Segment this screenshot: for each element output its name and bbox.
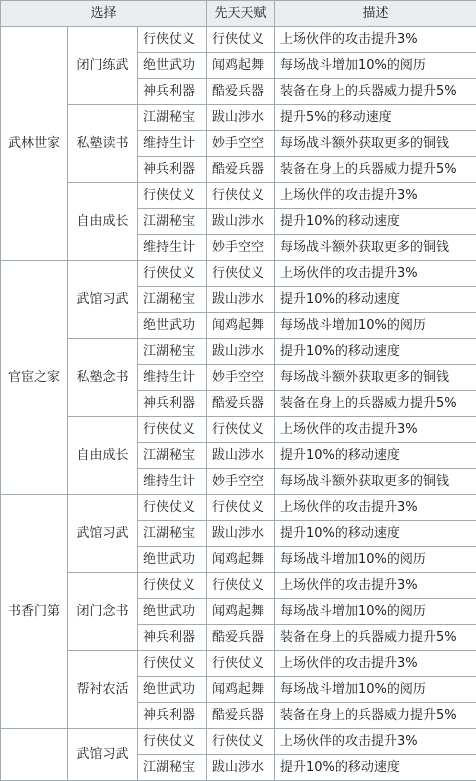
talent-cell: 妙手空空 [207,469,275,495]
option-cell: 江湖秘宝 [138,755,207,781]
option-cell: 行侠仗义 [138,651,207,677]
option-cell: 江湖秘宝 [138,287,207,313]
branch-cell: 私塾念书 [68,339,138,417]
table-row [1,27,476,53]
talent-cell: 妙手空空 [207,365,275,391]
option-cell: 绝世武功 [138,677,207,703]
desc-cell: 上场伙伴的攻击提升3% [275,417,476,443]
table-header-row [1,1,476,27]
option-cell: 行侠仗义 [138,417,207,443]
talent-cell: 闻鸡起舞 [207,313,275,339]
desc-cell: 每场战斗增加10%的阅历 [275,53,476,79]
desc-cell: 上场伙伴的攻击提升3% [275,261,476,287]
option-cell: 行侠仗义 [138,729,207,755]
branch-cell: 武馆习武 [68,261,138,339]
option-cell: 维持生计 [138,131,207,157]
desc-cell: 上场伙伴的攻击提升3% [275,495,476,521]
option-cell: 江湖秘宝 [138,443,207,469]
talent-cell: 酷爱兵器 [207,157,275,183]
table-body [1,27,476,781]
option-cell: 神兵利器 [138,157,207,183]
talent-cell: 酷爱兵器 [207,79,275,105]
talent-cell: 行侠仗义 [207,495,275,521]
desc-cell: 提升5%的移动速度 [275,105,476,131]
desc-cell: 上场伙伴的攻击提升3% [275,729,476,755]
branch-cell: 武馆习武 [68,729,138,781]
option-cell: 绝世武功 [138,53,207,79]
header-talent: 先天天赋 [207,1,275,27]
talent-cell: 行侠仗义 [207,27,275,53]
talent-cell: 跋山涉水 [207,755,275,781]
table-row [1,417,476,443]
header-desc: 描述 [275,1,476,27]
desc-cell: 提升10%的移动速度 [275,287,476,313]
talent-cell: 行侠仗义 [207,261,275,287]
talent-cell: 行侠仗义 [207,729,275,755]
option-cell: 神兵利器 [138,79,207,105]
table-row [1,105,476,131]
desc-cell: 每场战斗增加10%的阅历 [275,547,476,573]
table-row [1,495,476,521]
family-cell: 武林世家 [1,27,68,261]
talent-cell: 行侠仗义 [207,573,275,599]
talent-cell: 闻鸡起舞 [207,53,275,79]
desc-cell: 提升10%的移动速度 [275,443,476,469]
talent-cell: 酷爱兵器 [207,391,275,417]
desc-cell: 上场伙伴的攻击提升3% [275,27,476,53]
talent-cell: 行侠仗义 [207,651,275,677]
desc-cell: 每场战斗额外获取更多的铜钱 [275,365,476,391]
option-cell: 江湖秘宝 [138,209,207,235]
desc-cell: 每场战斗额外获取更多的铜钱 [275,235,476,261]
option-cell: 神兵利器 [138,391,207,417]
option-cell: 维持生计 [138,235,207,261]
option-cell: 绝世武功 [138,547,207,573]
option-cell: 神兵利器 [138,703,207,729]
header-choose: 选择 [1,1,207,27]
branch-cell: 武馆习武 [68,495,138,573]
desc-cell: 每场战斗增加10%的阅历 [275,313,476,339]
option-cell: 维持生计 [138,365,207,391]
branch-cell: 闭门念书 [68,573,138,651]
talent-cell: 跋山涉水 [207,287,275,313]
desc-cell: 提升10%的移动速度 [275,339,476,365]
family-cell: 书香门第 [1,495,68,729]
option-cell: 绝世武功 [138,599,207,625]
talent-cell: 跋山涉水 [207,209,275,235]
table-row [1,573,476,599]
desc-cell: 提升10%的移动速度 [275,755,476,781]
option-cell: 江湖秘宝 [138,521,207,547]
talent-cell: 闻鸡起舞 [207,599,275,625]
talent-cell: 闻鸡起舞 [207,677,275,703]
table-row [1,729,476,755]
family-cell [1,729,68,781]
desc-cell: 装备在身上的兵器威力提升5% [275,703,476,729]
desc-cell: 提升10%的移动速度 [275,209,476,235]
talent-cell: 跋山涉水 [207,339,275,365]
option-cell: 行侠仗义 [138,183,207,209]
option-cell: 神兵利器 [138,625,207,651]
branch-cell: 自由成长 [68,183,138,261]
table-row [1,261,476,287]
desc-cell: 上场伙伴的攻击提升3% [275,573,476,599]
branch-cell: 私塾读书 [68,105,138,183]
talent-cell: 跋山涉水 [207,443,275,469]
table-row [1,651,476,677]
desc-cell: 上场伙伴的攻击提升3% [275,183,476,209]
desc-cell: 每场战斗额外获取更多的铜钱 [275,131,476,157]
option-cell: 行侠仗义 [138,27,207,53]
option-cell: 行侠仗义 [138,261,207,287]
desc-cell: 装备在身上的兵器威力提升5% [275,391,476,417]
talent-cell: 妙手空空 [207,131,275,157]
talent-cell: 跋山涉水 [207,521,275,547]
talent-cell: 酷爱兵器 [207,703,275,729]
option-cell: 江湖秘宝 [138,339,207,365]
desc-cell: 装备在身上的兵器威力提升5% [275,79,476,105]
desc-cell: 提升10%的移动速度 [275,521,476,547]
talent-cell: 行侠仗义 [207,183,275,209]
desc-cell: 每场战斗额外获取更多的铜钱 [275,469,476,495]
option-cell: 江湖秘宝 [138,105,207,131]
talent-cell: 妙手空空 [207,235,275,261]
family-cell: 官宦之家 [1,261,68,495]
branch-cell: 闭门练武 [68,27,138,105]
option-cell: 行侠仗义 [138,495,207,521]
desc-cell: 装备在身上的兵器威力提升5% [275,625,476,651]
talent-cell: 行侠仗义 [207,417,275,443]
talent-cell: 跋山涉水 [207,105,275,131]
desc-cell: 每场战斗增加10%的阅历 [275,599,476,625]
talent-cell: 闻鸡起舞 [207,547,275,573]
desc-cell: 上场伙伴的攻击提升3% [275,651,476,677]
option-cell: 绝世武功 [138,313,207,339]
table-row [1,183,476,209]
desc-cell: 装备在身上的兵器威力提升5% [275,157,476,183]
option-cell: 维持生计 [138,469,207,495]
table-row [1,339,476,365]
talent-cell: 酷爱兵器 [207,625,275,651]
branch-cell: 自由成长 [68,417,138,495]
desc-cell: 每场战斗增加10%的阅历 [275,677,476,703]
option-cell: 行侠仗义 [138,573,207,599]
branch-cell: 帮衬农活 [68,651,138,729]
